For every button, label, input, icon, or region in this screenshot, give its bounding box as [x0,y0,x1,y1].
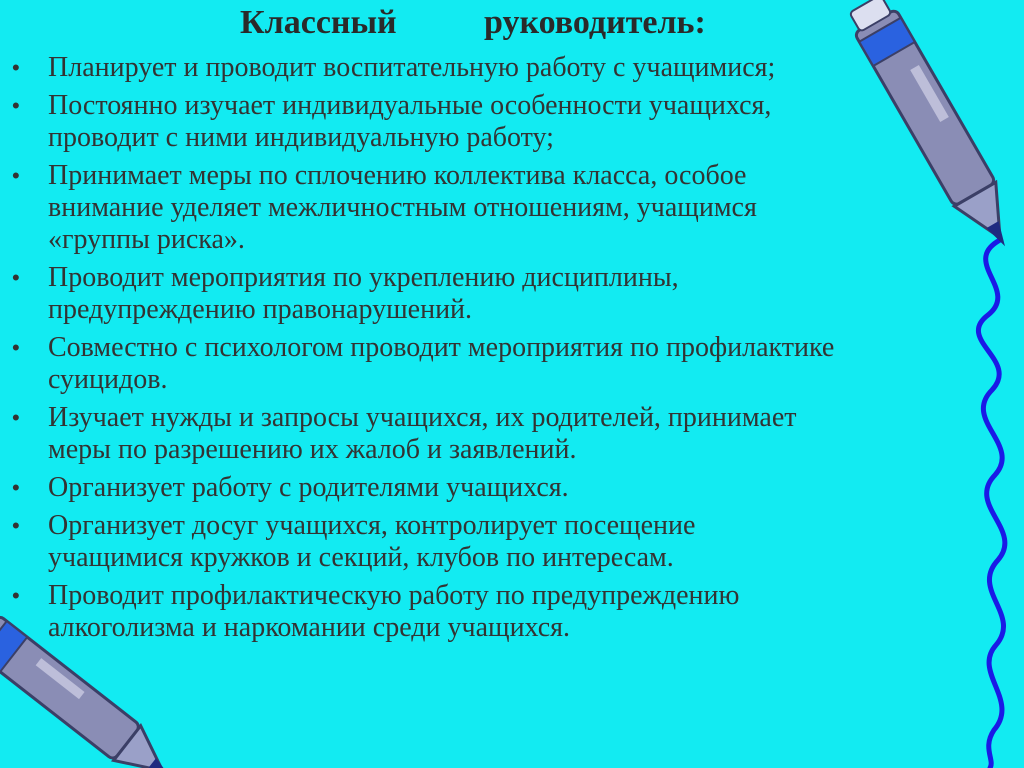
list-item: • Проводит мероприятия по укреплению дисциплины, предупреждению правонарушений. [0,262,1024,326]
list-item: • Организует досуг учащихся, контролирует посещение учащимися кружков и секций, клубов по интересам. [0,510,1024,574]
list-item: • Проводит профилактическую работу по предупреждению алкоголизма и наркомании среди учащихся. [0,580,1024,644]
title-word-1: Классный [240,4,397,41]
list-item: • Организует работу с родителями учащихся. [0,472,1024,504]
list-item: • Постоянно изучает индивидуальные особенности учащихся, проводит с ними индивидуальную работу; [0,90,1024,154]
list-item: • Изучает нужды и запросы учащихся, их родителей, принимает меры по разрешению их жалоб и заявлений. [0,402,1024,466]
duties-list [0,52,1024,650]
page-title [0,4,1024,48]
list-item: • Планирует и проводит воспитательную работу с учащимися; [0,52,1024,84]
list-item: • Совместно с психологом проводит мероприятия по профилактике суицидов. [0,332,1024,396]
title-word-2: руководитель: [484,4,706,41]
list-item: • Принимает меры по сплочению коллектива класса, особое внимание уделяет межличностным отношениям, учащимся «группы риска». [0,160,1024,256]
